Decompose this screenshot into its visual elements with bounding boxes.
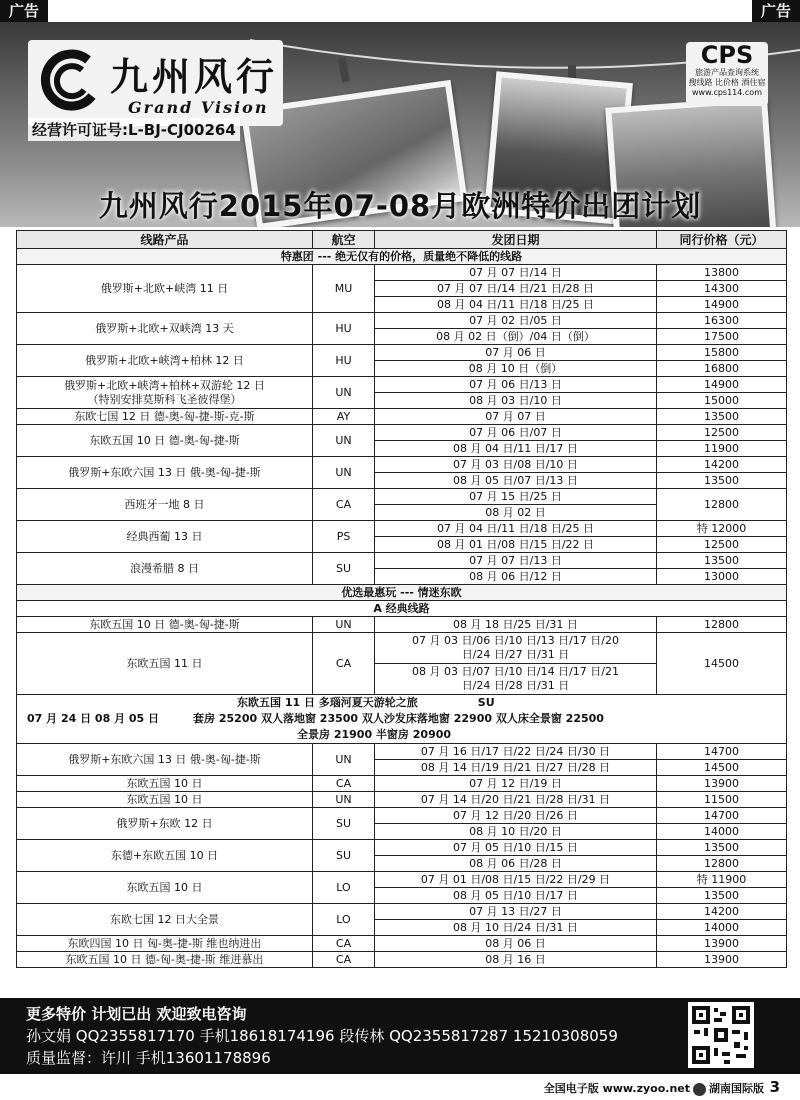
dates: 08 月 18 日/25 日/31 日 (375, 617, 657, 633)
dates: 08 月 02 日（倒）/04 日（倒） (375, 329, 657, 345)
dates: 07 月 06 日/07 日 (375, 425, 657, 441)
table-row (17, 457, 787, 473)
airline: AY (313, 409, 375, 425)
dates: 07 月 02 日/05 日 (375, 313, 657, 329)
route-name: 东德+东欧五国 10 日 (17, 840, 313, 872)
dates: 07 月 06 日/13 日 (375, 377, 657, 393)
route-name: 东欧四国 10 日 匈-奥-捷-斯 维也纳进出 (17, 936, 313, 952)
price: 13900 (657, 936, 787, 952)
edition-logo-icon (693, 1083, 706, 1096)
promo-dates: 07 月 24 日 08 月 05 日 (27, 712, 160, 725)
airline: UN (313, 457, 375, 489)
airline: SU (313, 553, 375, 585)
dates: 08 月 03 日/10 日 (375, 393, 657, 409)
dates: 08 月 10 日/20 日 (375, 824, 657, 840)
route-name: 经典西葡 13 日 (17, 521, 313, 553)
price: 13500 (657, 840, 787, 856)
route-name: 东欧七国 12 日 德-奥-匈-捷-斯-克-斯 (17, 409, 313, 425)
dates: 08 月 14 日/19 日/21 日/27 日/28 日 (375, 760, 657, 776)
section-special: 特惠团 --- 绝无仅有的价格，质量绝不降低的线路 (17, 249, 787, 265)
cps-line-3: www.cps114.com (692, 88, 762, 97)
route-name: 东欧五国 10 日 (17, 792, 313, 808)
cps-line-1: 旅游产品查询系统 (695, 68, 759, 77)
contact-footer (0, 998, 800, 1074)
price: 17500 (657, 329, 787, 345)
route-name (17, 377, 313, 409)
price: 11900 (657, 441, 787, 457)
price: 13500 (657, 553, 787, 569)
table-row (17, 489, 787, 505)
dates: 07 月 03 日/08 日/10 日 (375, 457, 657, 473)
dates: 08 月 10 日/24 日/31 日 (375, 920, 657, 936)
ad-tag-right: 广告 (752, 0, 800, 22)
cps-line-2: 搜线路 比价格 酒住宿 (688, 78, 766, 87)
table-row (17, 792, 787, 808)
airline: CA (313, 776, 375, 792)
license-number: 经营许可证号:L-BJ-CJ00264 (28, 118, 240, 141)
promo-prices-2: 全景房 21900 半窗房 20900 (297, 728, 452, 741)
price: 12800 (657, 489, 787, 521)
edition-name: 湖南国际版 (709, 1082, 764, 1095)
subsection-classic: A 经典线路 (17, 601, 787, 617)
promo-airline: SU (477, 696, 495, 709)
route-name: 俄罗斯+北欧+峡湾 11 日 (17, 265, 313, 313)
ad-tag-left: 广告 (0, 0, 48, 22)
table-row (17, 776, 787, 792)
price: 14300 (657, 281, 787, 297)
logo-chinese: 九州风行 (110, 54, 279, 99)
table-row (17, 840, 787, 856)
dates-line2: 日/24 日/27 日/31 日 (461, 648, 570, 661)
table-row (17, 904, 787, 920)
price: 14000 (657, 824, 787, 840)
table-row (17, 936, 787, 952)
table-row (17, 377, 787, 393)
page-number: 3 (769, 1078, 780, 1096)
header-banner (0, 22, 800, 227)
dates-line1: 07 月 03 日/06 日/10 日/13 日/17 日/20 (412, 634, 619, 647)
route-name: 东欧五国 11 日 (17, 633, 313, 695)
price: 13900 (657, 952, 787, 968)
price: 11500 (657, 792, 787, 808)
dates: 07 月 12 日/20 日/26 日 (375, 808, 657, 824)
airline: UN (313, 425, 375, 457)
airline: SU (313, 840, 375, 872)
route-name-line1: 俄罗斯+北欧+峡湾+柏林+双游轮 12 日 (64, 378, 265, 392)
price: 15800 (657, 345, 787, 361)
price: 16800 (657, 361, 787, 377)
price: 15000 (657, 393, 787, 409)
airline: HU (313, 345, 375, 377)
table-row (17, 553, 787, 569)
route-name: 东欧五国 10 日 德-匈-奥-捷-斯 维进慕出 (17, 952, 313, 968)
header-airline: 航空 (313, 231, 375, 249)
header-route: 线路产品 (17, 231, 313, 249)
cps-title: CPS (700, 41, 754, 69)
table-row (17, 265, 787, 281)
price: 12500 (657, 425, 787, 441)
dates: 08 月 16 日 (375, 952, 657, 968)
header-price: 同行价格（元） (657, 231, 787, 249)
airline: UN (313, 792, 375, 808)
promo-prices: 套房 25200 双人落地窗 23500 双人沙发床落地窗 22900 双人床全景窗 22500 (193, 712, 604, 725)
page-title: 九州风行2015年07-08月欧洲特价出团计划 (98, 189, 702, 223)
table-row (17, 952, 787, 968)
route-name: 东欧五国 10 日 (17, 776, 313, 792)
price: 14900 (657, 377, 787, 393)
table-row (17, 808, 787, 824)
airline: CA (313, 936, 375, 952)
airline: CA (313, 489, 375, 521)
airline: LO (313, 904, 375, 936)
section-header (17, 249, 787, 265)
promo-row (17, 695, 787, 744)
dates: 07 月 14 日/20 日/21 日/28 日/31 日 (375, 792, 657, 808)
dates: 07 月 15 日/25 日 (375, 489, 657, 505)
header-dates: 发团日期 (375, 231, 657, 249)
price: 13500 (657, 409, 787, 425)
dates: 07 月 07 日/13 日 (375, 553, 657, 569)
table-row (17, 345, 787, 361)
table-row (17, 313, 787, 329)
dates: 08 月 06 日/12 日 (375, 569, 657, 585)
airline: CA (313, 633, 375, 695)
dates-line2: 日/24 日/28 日/31 日 (461, 679, 570, 692)
route-name: 西班牙一地 8 日 (17, 489, 313, 521)
dates: 07 月 04 日/11 日/18 日/25 日 (375, 521, 657, 537)
route-name: 东欧五国 10 日 德-奥-匈-捷-斯 (17, 425, 313, 457)
route-name: 东欧五国 10 日 德-奥-匈-捷-斯 (17, 617, 313, 633)
dates: 07 月 16 日/17 日/22 日/24 日/30 日 (375, 744, 657, 760)
price: 13500 (657, 473, 787, 489)
route-name: 东欧五国 10 日 (17, 872, 313, 904)
route-name: 俄罗斯+北欧+峡湾+柏林 12 日 (17, 345, 313, 377)
dates: 07 月 07 日/14 日 (375, 265, 657, 281)
footer-contacts: 孙文娟 QQ2355817170 手机18618174196 段传林 QQ2355817287 15210308059 (26, 1027, 618, 1045)
price: 12500 (657, 537, 787, 553)
route-name: 俄罗斯+东欧六国 13 日 俄-奥-匈-捷-斯 (17, 457, 313, 489)
price: 14700 (657, 808, 787, 824)
price: 14500 (657, 633, 787, 695)
dates: 08 月 05 日/10 日/17 日 (375, 888, 657, 904)
dates: 07 月 13 日/27 日 (375, 904, 657, 920)
airline: UN (313, 617, 375, 633)
dates: 08 月 05 日/07 日/13 日 (375, 473, 657, 489)
footer-headline: 更多特价 计划已出 欢迎致电咨询 (26, 1005, 247, 1023)
price: 16300 (657, 313, 787, 329)
section-eastern-europe: 优选最惠玩 --- 情迷东欧 (17, 585, 787, 601)
route-name: 俄罗斯+北欧+双峡湾 13 天 (17, 313, 313, 345)
price: 14200 (657, 904, 787, 920)
dates: 08 月 02 日 (375, 505, 657, 521)
dates: 07 月 07 日 (375, 409, 657, 425)
edition-info (544, 1080, 764, 1096)
airline: SU (313, 808, 375, 840)
price: 14500 (657, 760, 787, 776)
route-name: 俄罗斯+东欧六国 13 日 俄-奥-匈-捷-斯 (17, 744, 313, 776)
route-name: 东欧七国 12 日大全景 (17, 904, 313, 936)
dates: 08 月 04 日/11 日/17 日 (375, 441, 657, 457)
promo-title: 东欧五国 11 日 多瑙河夏天游轮之旅 (237, 696, 418, 709)
promo-danube-cruise (17, 695, 787, 744)
footer-supervisor: 质量监督：许川 手机13601178896 (26, 1049, 271, 1067)
price: 14000 (657, 920, 787, 936)
logo-swoosh-icon (36, 48, 100, 112)
airline: UN (313, 377, 375, 409)
airline: LO (313, 872, 375, 904)
dates: 08 月 10 日（倒） (375, 361, 657, 377)
price: 14200 (657, 457, 787, 473)
cps-logo (686, 42, 768, 106)
dates: 07 月 07 日/14 日/21 日/28 日 (375, 281, 657, 297)
qr-code-icon (688, 1002, 754, 1068)
logo-english: Grand Vision (128, 98, 269, 117)
dates: 07 月 06 日 (375, 345, 657, 361)
dates (375, 664, 657, 695)
price: 12800 (657, 856, 787, 872)
table-row (17, 425, 787, 441)
table-row (17, 521, 787, 537)
table-row (17, 744, 787, 760)
table-row (17, 872, 787, 888)
route-name: 浪漫希腊 8 日 (17, 553, 313, 585)
dates: 08 月 04 日/11 日/18 日/25 日 (375, 297, 657, 313)
table-row (17, 409, 787, 425)
subsection-header (17, 601, 787, 617)
table-row (17, 633, 787, 664)
page-footer-bar (0, 1076, 800, 1100)
table-row (17, 617, 787, 633)
table-header-row (17, 231, 787, 249)
price: 特 12000 (657, 521, 787, 537)
company-logo (28, 40, 283, 126)
airline: PS (313, 521, 375, 553)
airline: HU (313, 313, 375, 345)
price: 12800 (657, 617, 787, 633)
section-header (17, 585, 787, 601)
price: 14700 (657, 744, 787, 760)
dates: 07 月 01 日/08 日/15 日/22 日/29 日 (375, 872, 657, 888)
dates: 07 月 12 日/19 日 (375, 776, 657, 792)
airline: UN (313, 744, 375, 776)
price: 13800 (657, 265, 787, 281)
airline: MU (313, 265, 375, 313)
dates: 08 月 06 日/28 日 (375, 856, 657, 872)
dates: 08 月 06 日 (375, 936, 657, 952)
dates-line1: 08 月 03 日/07 日/10 日/14 日/17 日/21 (412, 665, 619, 678)
side-strip (790, 998, 800, 1074)
price: 13900 (657, 776, 787, 792)
price: 特 11900 (657, 872, 787, 888)
route-name-line2: （特别安排莫斯科飞圣彼得堡） (87, 392, 242, 406)
dates: 07 月 05 日/10 日/15 日 (375, 840, 657, 856)
price: 13000 (657, 569, 787, 585)
price: 14900 (657, 297, 787, 313)
route-name: 俄罗斯+东欧 12 日 (17, 808, 313, 840)
schedule-table (16, 230, 786, 995)
price: 13500 (657, 888, 787, 904)
dates (375, 633, 657, 664)
airline: CA (313, 952, 375, 968)
dates: 08 月 01 日/08 日/15 日/22 日 (375, 537, 657, 553)
edition-site: 全国电子版 www.zyoo.net (543, 1082, 690, 1095)
